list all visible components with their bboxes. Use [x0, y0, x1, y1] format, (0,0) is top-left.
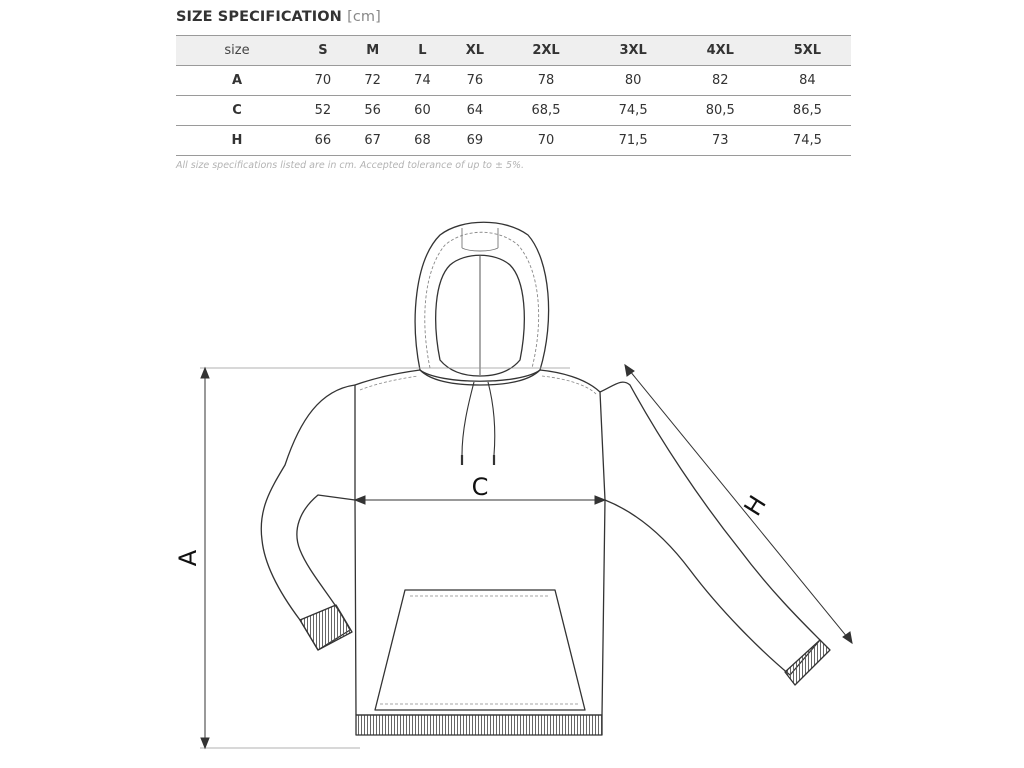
hoodie-diagram — [0, 180, 1024, 768]
right-sleeve — [600, 382, 820, 675]
size-spec-table — [176, 35, 851, 156]
title-unit: [cm] — [347, 9, 381, 25]
table-cell: 80 — [590, 66, 677, 96]
table-cell: 69 — [447, 126, 502, 156]
header-cell: XL — [447, 36, 502, 66]
table-cell: 86,5 — [764, 96, 851, 126]
table-cell: 70 — [298, 66, 348, 96]
header-cell: 3XL — [590, 36, 677, 66]
table-cell: 80,5 — [677, 96, 764, 126]
table-cell: 60 — [398, 96, 448, 126]
table-cell: 74 — [398, 66, 448, 96]
drawstring-left — [462, 382, 474, 455]
hem-band — [356, 715, 602, 735]
tolerance-note: All size specifications listed are in cm. Accepted tolerance of up to ± 5%. — [176, 160, 525, 171]
right-cuff — [785, 640, 830, 685]
table-cell: 72 — [348, 66, 398, 96]
header-cell: 4XL — [677, 36, 764, 66]
dim-label-h: H — [738, 490, 772, 521]
left-cuff — [300, 605, 352, 650]
dim-label-c: C — [471, 473, 489, 501]
kangaroo-pocket — [375, 590, 585, 710]
table-header-row — [176, 36, 851, 66]
table-row-a — [176, 66, 851, 96]
header-cell: M — [348, 36, 398, 66]
table-cell: 74,5 — [590, 96, 677, 126]
header-cell: L — [398, 36, 448, 66]
header-cell-size: size — [176, 36, 298, 66]
hood-outline — [415, 222, 548, 385]
table-cell: 78 — [502, 66, 589, 96]
table-cell: 76 — [447, 66, 502, 96]
left-sleeve — [261, 385, 355, 650]
table-cell: 56 — [348, 96, 398, 126]
table-cell: 52 — [298, 96, 348, 126]
dim-line-h — [625, 365, 852, 643]
dim-label-a: A — [174, 549, 202, 567]
header-cell: 2XL — [502, 36, 589, 66]
drawstring-right — [488, 382, 495, 455]
table-cell: 66 — [298, 126, 348, 156]
table-cell: 68 — [398, 126, 448, 156]
body-outline — [355, 370, 605, 715]
row-label: C — [176, 96, 298, 126]
table-cell: 64 — [447, 96, 502, 126]
table-cell: 70 — [502, 126, 589, 156]
table-cell: 71,5 — [590, 126, 677, 156]
table-cell: 82 — [677, 66, 764, 96]
row-label: H — [176, 126, 298, 156]
header-cell: S — [298, 36, 348, 66]
row-label: A — [176, 66, 298, 96]
table-cell: 84 — [764, 66, 851, 96]
table-row-h — [176, 126, 851, 156]
size-spec-title — [176, 9, 381, 25]
table-cell: 68,5 — [502, 96, 589, 126]
header-cell: 5XL — [764, 36, 851, 66]
table-cell: 74,5 — [764, 126, 851, 156]
table-row-c — [176, 96, 851, 126]
table-cell: 67 — [348, 126, 398, 156]
table-cell: 73 — [677, 126, 764, 156]
title-main: SIZE SPECIFICATION — [176, 9, 342, 25]
